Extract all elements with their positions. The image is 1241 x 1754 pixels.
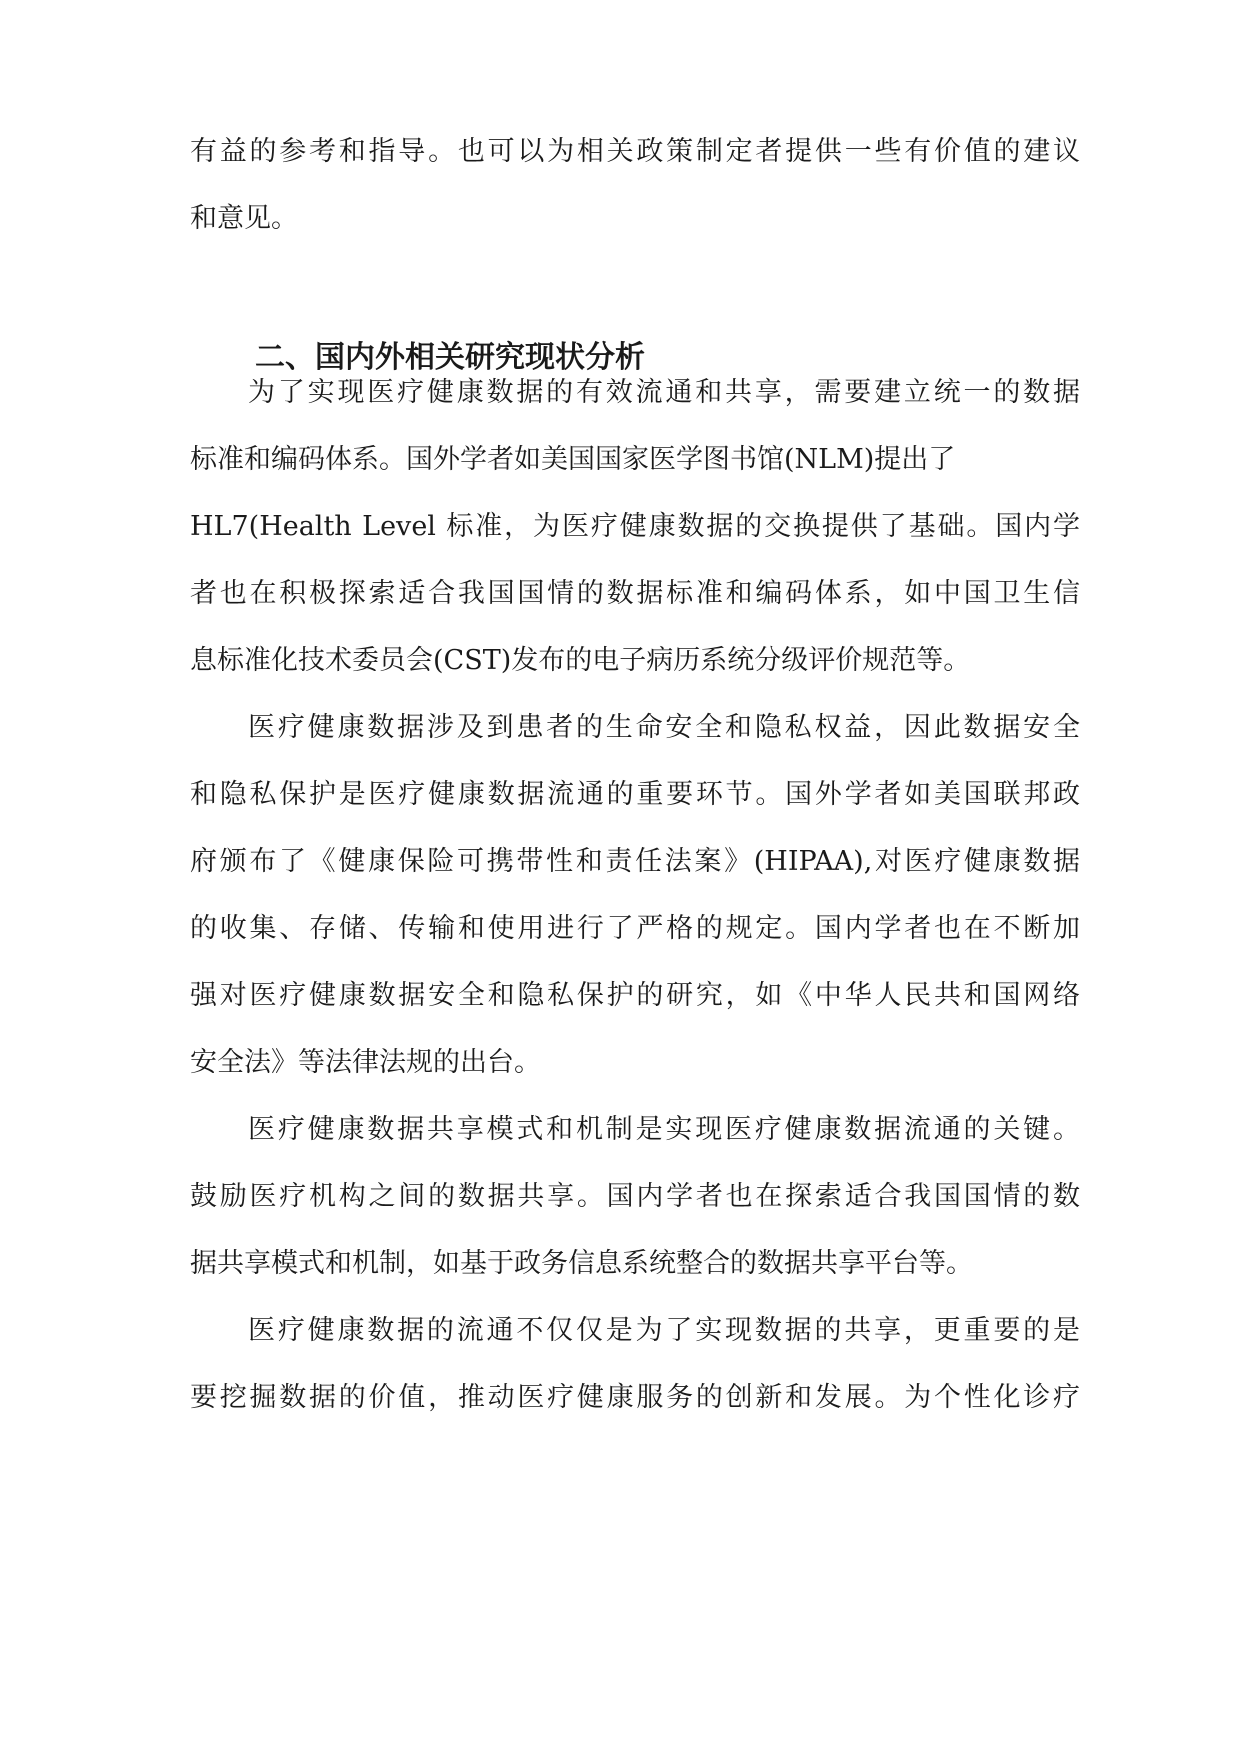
paragraph-line: 据共享模式和机制，如基于政务信息系统整合的数据共享平台等。 (190, 1248, 973, 1279)
paragraph-line: 标准和编码体系。国外学者如美国国家医学图书馆(NLM)提出了 (190, 444, 956, 475)
paragraph-line: 医疗健康数据涉及到患者的生命安全和隐私权益，因此数据安全 (248, 712, 1080, 743)
paragraph-line: 强对医疗健康数据安全和隐私保护的研究，如《中华人民共和国网络 (190, 980, 1080, 1011)
paragraph-line: 府颁布了《健康保险可携带性和责任法案》(HIPAA),对医疗健康数据 (190, 846, 1080, 877)
paragraph-line: 的收集、存储、传输和使用进行了严格的规定。国内学者也在不断加 (190, 913, 1080, 944)
paragraph-line: 者也在积极探索适合我国国情的数据标准和编码体系，如中国卫生信 (190, 578, 1080, 609)
paragraph-line: 安全法》等法律法规的出台。 (190, 1047, 541, 1078)
paragraph-line: 息标准化技术委员会(CST)发布的电子病历系统分级评价规范等。 (190, 645, 971, 676)
paragraph-line: 医疗健康数据共享模式和机制是实现医疗健康数据流通的关键。 (248, 1114, 1080, 1145)
paragraph-line: 医疗健康数据的流通不仅仅是为了实现数据的共享，更重要的是 (248, 1315, 1080, 1346)
intro-line: 和意见。 (190, 203, 298, 234)
paragraph-line: 为了实现医疗健康数据的有效流通和共享，需要建立统一的数据 (248, 377, 1080, 408)
section-heading: 二、国内外相关研究现状分析 (255, 340, 645, 375)
paragraph-line: HL7(Health Level 标准，为医疗健康数据的交换提供了基础。国内学 (190, 511, 1080, 542)
paragraph-line: 和隐私保护是医疗健康数据流通的重要环节。国外学者如美国联邦政 (190, 779, 1080, 810)
paragraph-line: 要挖掘数据的价值，推动医疗健康服务的创新和发展。为个性化诊疗 (190, 1382, 1080, 1413)
paragraph-line: 鼓励医疗机构之间的数据共享。国内学者也在探索适合我国国情的数 (190, 1181, 1080, 1212)
intro-line: 有益的参考和指导。也可以为相关政策制定者提供一些有价值的建议 (190, 136, 1080, 167)
